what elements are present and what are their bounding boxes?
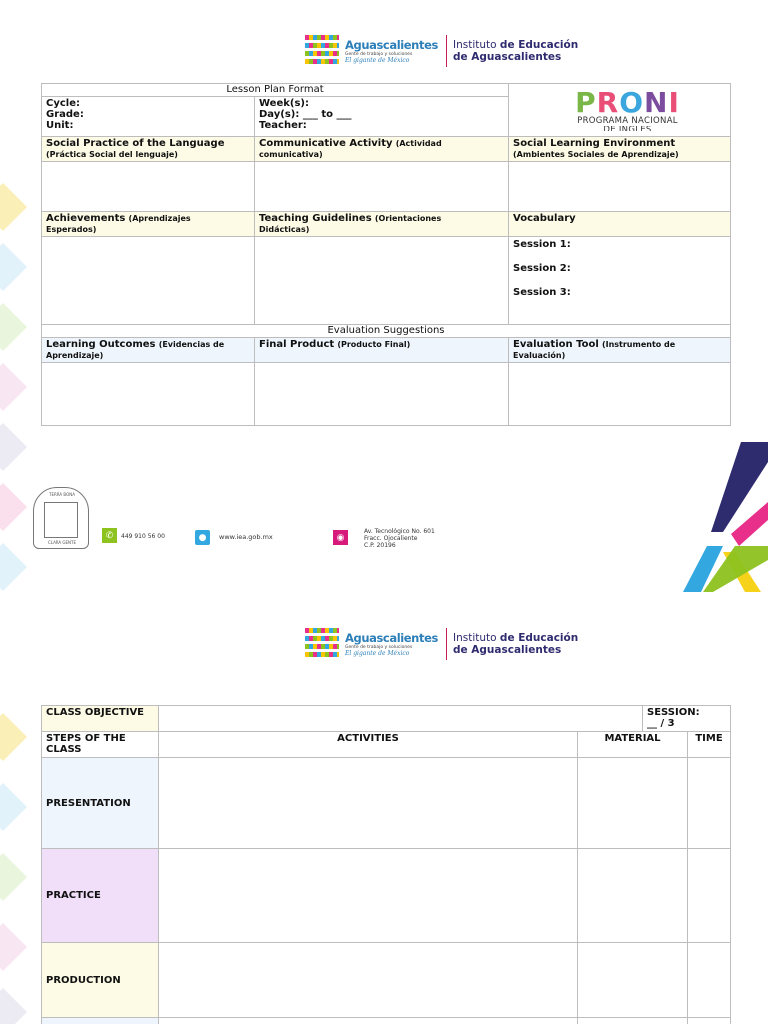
header-divider-2 — [446, 628, 447, 660]
presentation-material-field[interactable] — [578, 758, 688, 849]
brand-slogan-2: El gigante de México — [345, 650, 410, 657]
session-counter[interactable]: SESSION: __ / 3 — [643, 706, 731, 732]
teacher-label: Teacher: — [259, 120, 307, 131]
achievements-field[interactable] — [42, 237, 255, 325]
unit-label: Unit: — [46, 120, 74, 131]
brand-name: Aguascalientes — [345, 38, 438, 52]
session-1-label: Session 1: — [513, 239, 571, 250]
session-3-label: Session 3: — [513, 287, 571, 298]
aguascalientes-logo-mark — [305, 33, 339, 69]
cycle-label: Cycle: — [46, 98, 80, 109]
final-product-header: Final Product (Producto Final) — [255, 338, 509, 363]
class-plan-table — [41, 705, 731, 1024]
evaluation-tool-field[interactable] — [509, 363, 731, 426]
footer-phone: 449 910 56 00 — [121, 533, 165, 540]
teaching-guidelines-field[interactable] — [255, 237, 509, 325]
proni-subtitle: PROGRAMA NACIONAL — [577, 116, 678, 126]
proni-subtitle-2: DE INGLÉS — [603, 126, 652, 131]
header-divider — [446, 35, 447, 67]
practice-material-field[interactable] — [578, 849, 688, 943]
weeks-label: Week(s): — [259, 98, 309, 109]
days-label: Day(s): ___ to ___ — [259, 109, 352, 120]
weeks-days-teacher — [255, 97, 509, 137]
brand-slogan: El gigante de México — [345, 57, 410, 64]
presentation-stage: PRESENTATION — [42, 758, 159, 849]
learning-environment-header: Social Learning Environment (Ambientes Sociales de Aprendizaje) — [509, 137, 731, 162]
proni-wordmark: PRONI — [575, 86, 680, 119]
evaluation-suggestions-title: Evaluation Suggestions — [42, 325, 731, 338]
aguascalientes-logo-mark-2 — [305, 626, 339, 662]
globe-icon: ● — [195, 530, 210, 545]
practice-stage: PRACTICE — [42, 849, 159, 943]
production-material-field[interactable] — [578, 943, 688, 1018]
social-practice-header: Social Practice of the Language (Práctica Social del lenguaje) — [42, 137, 255, 162]
class-objective-label: CLASS OBJECTIVE — [42, 706, 159, 732]
header-logo — [305, 32, 578, 70]
institute-name-2: Instituto de Educación de Aguascalientes — [453, 632, 579, 656]
material-header: MATERIAL — [578, 732, 688, 758]
learning-environment-field[interactable] — [509, 162, 731, 212]
evaluation-tool-header: Evaluation Tool (Instrumento de Evaluación) — [509, 338, 731, 363]
class-objective-field[interactable] — [159, 706, 643, 732]
decorative-a-logo — [683, 442, 768, 594]
session-2-label: Session 2: — [513, 263, 571, 274]
footer-website[interactable]: www.iea.gob.mx — [219, 533, 273, 541]
practice-time-field[interactable] — [688, 849, 731, 943]
location-pin-icon: ◉ — [333, 530, 348, 545]
production-time-field[interactable] — [688, 943, 731, 1018]
achievements-header: Achievements (Aprendizajes Esperados) — [42, 212, 255, 237]
activities-header: ACTIVITIES — [159, 732, 578, 758]
brand-tagline: Gente de trabajo y soluciones — [345, 52, 413, 57]
vocabulary-header: Vocabulary — [509, 212, 731, 237]
aguascalientes-seal: TERRA BONA CLARA GENTE — [33, 487, 89, 549]
learning-outcomes-field[interactable] — [42, 363, 255, 426]
steps-header: STEPS OF THE CLASS — [42, 732, 159, 758]
lesson-plan-table — [41, 83, 731, 426]
presentation-time-field[interactable] — [688, 758, 731, 849]
teaching-guidelines-header: Teaching Guidelines (Orientaciones Didácticas) — [255, 212, 509, 237]
final-product-field[interactable] — [255, 363, 509, 426]
proni-logo — [565, 86, 690, 133]
institute-name: Instituto de Educación de Aguascalientes — [453, 39, 579, 63]
next-stage-row — [42, 1018, 159, 1024]
time-header: TIME — [688, 732, 731, 758]
production-stage: PRODUCTION — [42, 943, 159, 1018]
presentation-activities-field[interactable] — [159, 758, 578, 849]
practice-activities-field[interactable] — [159, 849, 578, 943]
learning-outcomes-header: Learning Outcomes (Evidencias de Aprendizaje) — [42, 338, 255, 363]
footer-address: Av. Tecnológico No. 601 Fracc. Ojocaliente C.P. 20196 — [364, 528, 435, 549]
lesson-plan-title: Lesson Plan Format — [42, 84, 509, 97]
grade-label: Grade: — [46, 109, 84, 120]
production-activities-field[interactable] — [159, 943, 578, 1018]
social-practice-field[interactable] — [42, 162, 255, 212]
communicative-activity-header: Communicative Activity (Actividad comunicativa) — [255, 137, 509, 162]
brand-name-2: Aguascalientes — [345, 631, 438, 645]
phone-icon: ✆ — [102, 528, 117, 543]
cycle-grade-unit — [42, 97, 255, 137]
vocabulary-sessions[interactable] — [509, 237, 731, 325]
communicative-activity-field[interactable] — [255, 162, 509, 212]
brand-tagline-2: Gente de trabajo y soluciones — [345, 645, 413, 650]
header-logo-2 — [305, 625, 578, 663]
